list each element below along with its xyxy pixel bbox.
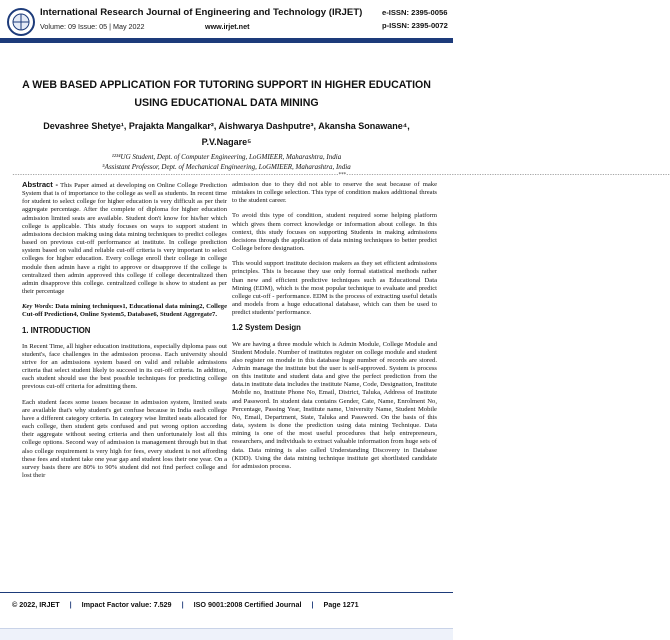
right-paragraph-2: To avoid this type of condition, student required some helping platform which gives them correct knowledge or information about college. In this context, this study focuses on supporting Students in making admissions decisions through the application of data mining techniques to better predict College before designation. <box>232 212 437 253</box>
volume-issue: Volume: 09 Issue: 05 | May 2022 <box>40 22 145 31</box>
footer-divider: | <box>311 600 314 609</box>
journal-website: www.irjet.net <box>205 22 250 31</box>
introduction-paragraph-1: In Recent Time, all higher education institutions, especially diploma pass out student's, face challenges in the admission process. Each university should strive for an admissions system based on valid and reliable admissions criteria that select student likely to succeed in its cut-off criteria. In addition, each student should use the best possible techniques for predicting college previous cut-off criteria for admitting them. <box>22 342 227 391</box>
footer-divider: | <box>69 600 72 609</box>
irjet-logo-icon <box>6 7 36 37</box>
system-design-paragraph: We are having a three module which is Admin Module, College Module and Student Module. Number of institutes register on college module and student also register on module in this database huge number of records are stored. Admin manage the institute but the user is self-approved. System is process on this institute and student data and give the perfect prediction from the data.in institute data includes the institute Name, Code, Designation, Institute Mobile no, Institute Phone No, Email, District, Taluka, Address of Institute and Password. In student data contains Gender, Cate, Name, Enrolment No, Percentage, Passing Year, Institute name, University Name, Student Mobile No, Email, Department, State, Taluka and Password. On the basis of this data, system is done the prediction using data mining Technique. Data mining is one of the most useful procedures that help entrepreneurs, researchers, and individuals to extract valuable information from huge sets of data. Data mining is also called Understanding Discovery in Database (KDD). Using the data mining technique institute get shortlisted candidate for admission process. <box>232 340 437 470</box>
footer-rule <box>0 592 453 593</box>
system-design-heading: 1.2 System Design <box>232 323 301 333</box>
keywords-heading: Key Words <box>22 303 52 311</box>
abstract-heading: Abstract - <box>22 180 59 189</box>
page-number: Page 1271 <box>323 600 359 609</box>
keywords <box>22 303 227 319</box>
right-column <box>232 181 437 586</box>
introduction-paragraph-2: Each student faces some issues because in admission system, limited seats are available that's why student's get confuse because in India each college have a different category criteria. In category wise limited seats allocated for each college, then student gets confused and put wrong option according their aggregate without seeing criteria and then unfortunately lost all this college options. Second way of admission is management through but in that also college requirement is very high for fees, every student is not affording these fees and student take one year gap and student loss their one year. On a survey basis there are 80% to 90% student did not find perfect college and lost their <box>22 398 227 479</box>
header-rule <box>0 38 453 43</box>
abstract <box>22 181 227 296</box>
paper-title: A WEB BASED APPLICATION FOR TUTORING SUPPORT IN HIGHER EDUCATION USING EDUCATIONAL DATA MINING <box>22 79 431 109</box>
keywords-list: : Data mining techniques1, Educational data mining2, College Cut-off Prediction4, Online System5, Database6, Student Aggregate7. <box>22 303 227 319</box>
left-column <box>22 181 227 586</box>
journal-header <box>0 0 453 56</box>
iso-certification: ISO 9001:2008 Certified Journal <box>193 600 302 609</box>
right-paragraph-3: This would support institute decision makers as they set efficient admissions principles. This is because they use only formal statistical methods rather than new and efficient predictive techniques such as Educational Data Mining (EDM), which is the most popular technique to evaluate and predict college cut-off - performance. EDM is the process of extracting useful details and models from a huge educational database, which can then be used to predict students' performance. <box>232 260 437 317</box>
author-list: Devashree Shetye¹, Prajakta Mangalkar², Aishwarya Dashputre³, Akansha Sonawane⁴, P.V.Nagare⁵ <box>43 121 410 147</box>
bottom-bar <box>0 628 453 640</box>
impact-factor: Impact Factor value: 7.529 <box>81 600 172 609</box>
page-footer <box>12 600 359 609</box>
section-separator: ----------------------------------------------------------------------------------------------------------------------------------***--------------------------------------------------------------------------------------------------------------------------------- <box>12 172 670 178</box>
e-issn: e-ISSN: 2395-0056 <box>382 8 448 17</box>
abstract-text: This Paper aimed at developing on Online College Prediction System that is of importance to the college as well as students. In recent time for student to select college for higher education is very difficult as per their aggregate percentage. After the complete of diploma for higher education admission limited seats are available. Student don't know for his/her which college is applicable. This study focuses on ways to support student in admissions decision making using data mining techniques to predict colleges based on previous cut-off performance at institute. In college prediction system based on valid and reliable cut-off criteria is very important to select colleges for higher education. Every college enroll their college in college module then admin have a right to approve or disapprove if the college is centralized then admin approved this college if college decentralized then admin disapprove this college. centralized college is show to student as per their percentage <box>22 182 227 296</box>
right-paragraph-1: admission due to they did not able to reserve the seat because of make mistakes in college selection. This type of condition makes additional threats to the student career. <box>232 181 437 205</box>
journal-title: International Research Journal of Engineering and Technology (IRJET) <box>40 7 363 18</box>
copyright: © 2022, IRJET <box>12 600 60 609</box>
p-issn: p-ISSN: 2395-0072 <box>382 21 448 30</box>
introduction-heading: 1. INTRODUCTION <box>22 325 91 335</box>
affiliation-professor: ⁵Assistant Professor, Dept. of Mechanical Engineering, LoGMIEER, Maharashtra, India <box>102 163 351 171</box>
footer-divider: | <box>181 600 184 609</box>
affiliation-students: ¹²³⁴UG Student, Dept. of Computer Engineering, LoGMIEER, Maharashtra, India <box>111 153 342 161</box>
